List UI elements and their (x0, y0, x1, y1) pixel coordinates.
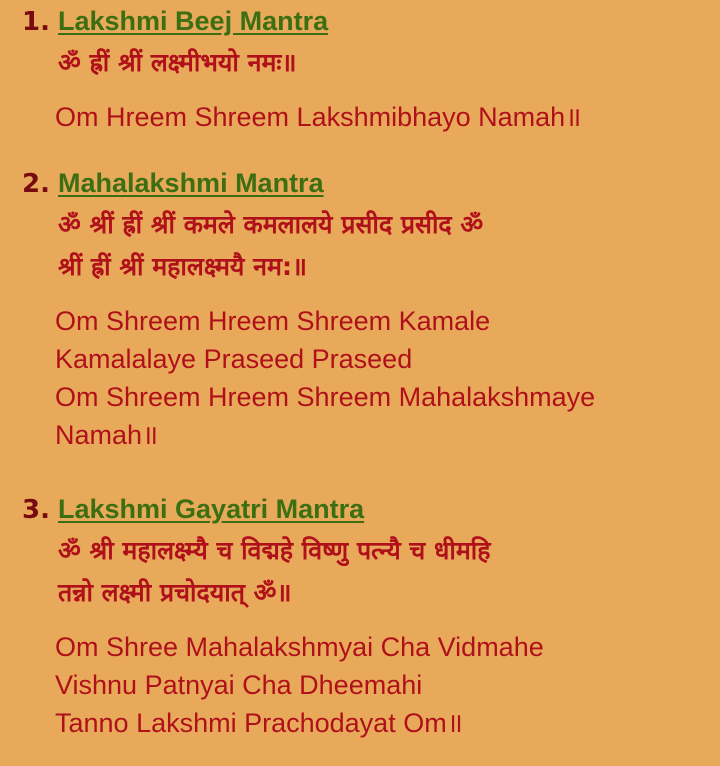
transliteration-line: Om Shree Mahalakshmyai Cha Vidmahe (55, 632, 544, 662)
devanagari-text (58, 204, 710, 288)
transliteration-line: Tanno Lakshmi Prachodayat Om॥ (55, 708, 463, 738)
devanagari-text (58, 530, 710, 614)
transliteration-line: Kamalalaye Praseed Praseed (55, 344, 413, 374)
mantra-section-1 (22, 6, 710, 136)
mantra-number: 2. (22, 169, 50, 199)
devanagari-line: ॐ ह्रीं श्रीं लक्ष्मीभयो नमः॥ (58, 48, 297, 77)
transliteration-line: Om Hreem Shreem Lakshmibhayo Namah॥ (55, 102, 582, 132)
devanagari-text (58, 42, 710, 84)
devanagari-line: श्रीं ह्रीं श्रीं महालक्ष्मयै नम:॥ (58, 252, 307, 281)
transliteration-text (55, 628, 710, 742)
mantra-section-3 (22, 494, 710, 742)
devanagari-line: ॐ श्री महालक्ष्म्यै च विद्महे विष्णु पत्न्यै च धीमहि (58, 536, 491, 565)
transliteration-line: Om Shreem Hreem Shreem Mahalakshmaye (55, 382, 596, 412)
transliteration-line: Om Shreem Hreem Shreem Kamale (55, 306, 491, 336)
mantra-title-link[interactable]: Lakshmi Beej Mantra (58, 6, 329, 36)
mantra-title-link[interactable]: Mahalakshmi Mantra (58, 168, 324, 198)
transliteration-line: Vishnu Patnyai Cha Dheemahi (55, 670, 423, 700)
mantra-title-link[interactable]: Lakshmi Gayatri Mantra (58, 494, 365, 524)
devanagari-line: तन्नो लक्ष्मी प्रचोदयात् ॐ॥ (58, 578, 292, 607)
transliteration-text (55, 302, 710, 454)
transliteration-line: Namah॥ (55, 420, 159, 450)
mantra-section-2 (22, 168, 710, 454)
mantra-heading (22, 494, 710, 530)
mantra-number: 1. (22, 7, 50, 37)
transliteration-text (55, 98, 710, 136)
mantra-number: 3. (22, 495, 50, 525)
devanagari-line: ॐ श्रीं ह्रीं श्रीं कमले कमलालये प्रसीद प्रसीद ॐ (58, 210, 484, 239)
mantra-heading (22, 168, 710, 204)
mantra-heading (22, 6, 710, 42)
